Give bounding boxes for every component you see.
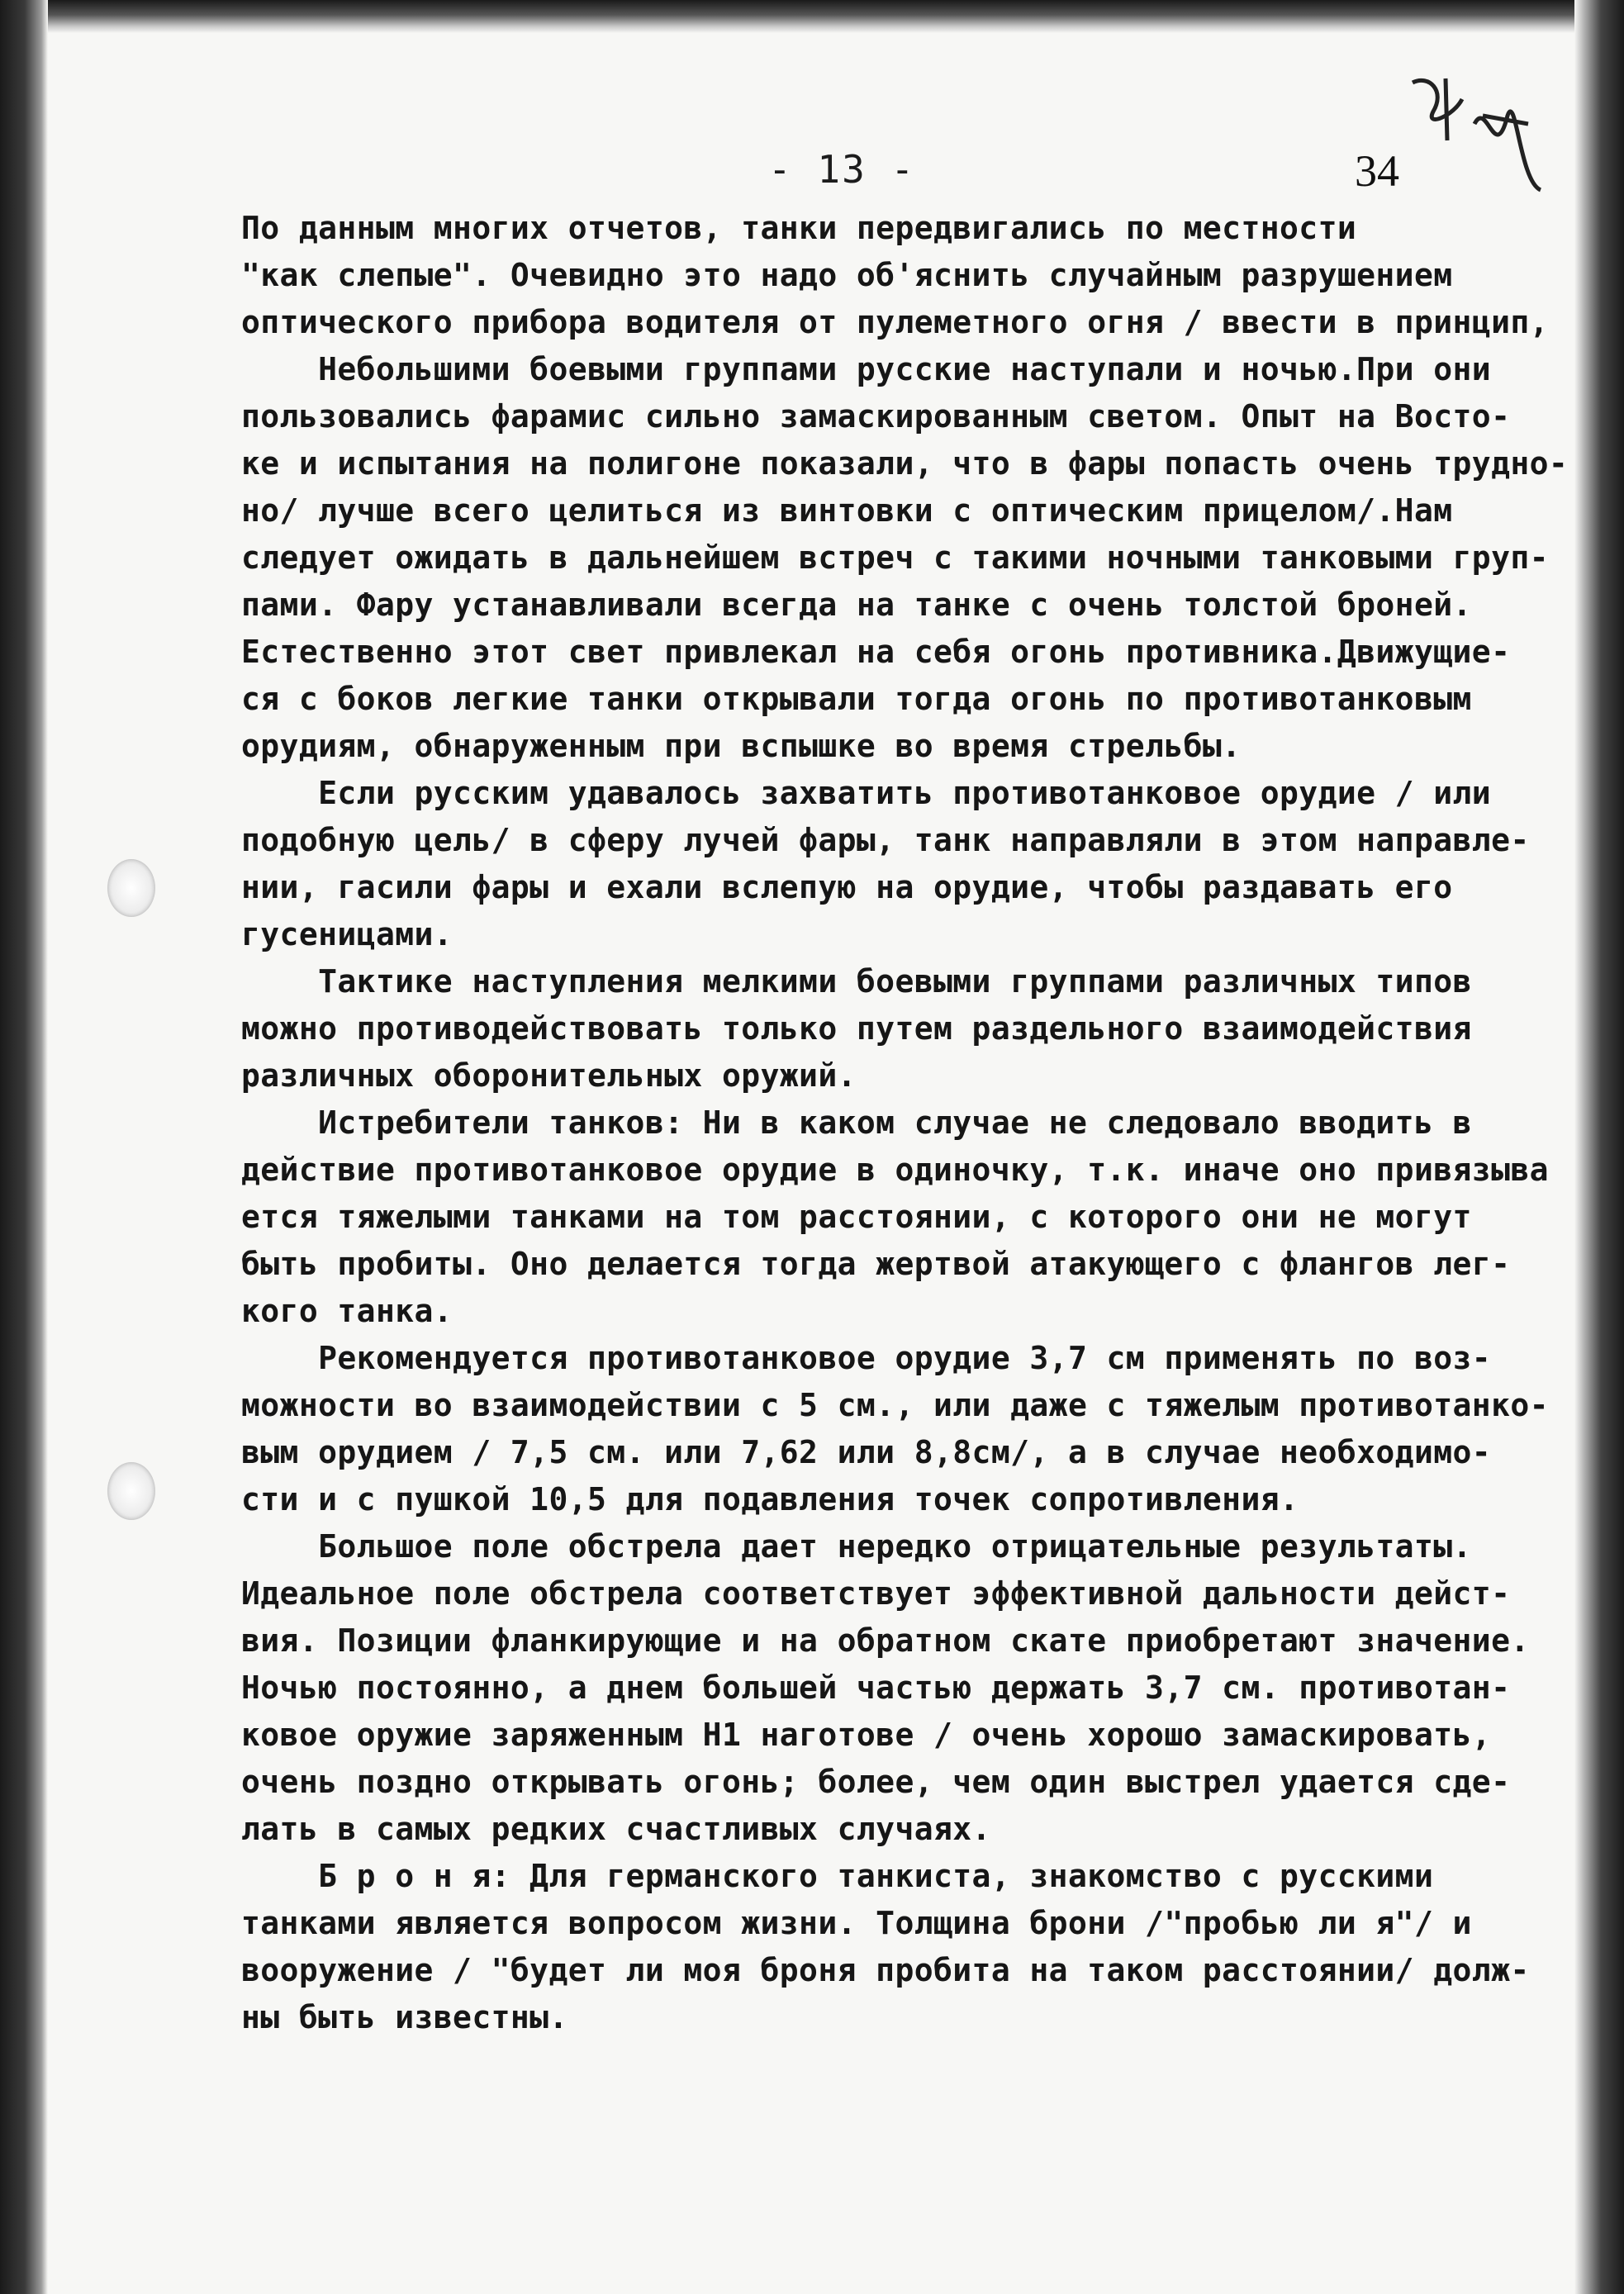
body-line: нии, гасили фары и ехали вслепую на орудие, чтобы раздавать его bbox=[241, 869, 1453, 905]
body-line: Большое поле обстрела дает нередко отрицательные результаты. bbox=[241, 1528, 1472, 1565]
body-line: Б р о н я: Для германского танкиста, знакомство с русскими bbox=[241, 1858, 1434, 1894]
scan-edge-top bbox=[0, 0, 1624, 33]
scan-edge-left bbox=[0, 0, 48, 2294]
body-line: пами. Фару устанавливали всегда на танке с очень толстой броней. bbox=[241, 587, 1472, 623]
document-body bbox=[241, 205, 1569, 2041]
body-line: танками является вопросом жизни. Толщина брони /"пробью ли я"/ и bbox=[241, 1905, 1472, 1941]
body-line: гусеницами. bbox=[241, 916, 453, 952]
body-line: действие противотанковое орудие в одиночку, т.к. иначе оно привязыва bbox=[241, 1152, 1549, 1188]
body-line: кого танка. bbox=[241, 1293, 453, 1329]
body-line: орудиям, обнаруженным при вспышке во время стрельбы. bbox=[241, 728, 1242, 764]
body-line: Рекомендуется противотанковое орудие 3,7 см применять по воз- bbox=[241, 1340, 1492, 1376]
body-line: Ночью постоянно, а днем большей частью держать 3,7 см. противотан- bbox=[241, 1669, 1511, 1706]
body-line: ны быть известны. bbox=[241, 1999, 568, 2035]
body-line: ковое оружие заряженным Н1 наготове / очень хорошо замаскировать, bbox=[241, 1717, 1492, 1753]
body-line: но/ лучше всего целиться из винтовки с оптическим прицелом/.Нам bbox=[241, 492, 1453, 529]
body-line: сти и с пушкой 10,5 для подавления точек сопротивления. bbox=[241, 1481, 1299, 1517]
page-number: - 13 - bbox=[768, 147, 916, 192]
body-line: Идеальное поле обстрела соответствует эффективной дальности дейст- bbox=[241, 1575, 1511, 1612]
body-line: оптического прибора водителя от пулеметного огня / ввести в принцип, bbox=[241, 304, 1549, 340]
archive-number: 34 bbox=[1355, 146, 1399, 196]
handwritten-folio-mark bbox=[1396, 66, 1553, 215]
body-line: По данным многих отчетов, танки передвигались по местности bbox=[241, 210, 1357, 246]
body-line: Истребители танков: Ни в каком случае не следовало вводить в bbox=[241, 1104, 1472, 1141]
body-line: Если русским удавалось захватить противотанковое орудие / или bbox=[241, 775, 1492, 811]
body-line: различных оборонительных оружий. bbox=[241, 1057, 857, 1094]
body-line: ется тяжелыми танками на том расстоянии, с которого они не могут bbox=[241, 1199, 1472, 1235]
body-line: ся с боков легкие танки открывали тогда огонь по противотанковым bbox=[241, 681, 1472, 717]
body-line: Естественно этот свет привлекал на себя огонь противника.Движущие- bbox=[241, 634, 1511, 670]
body-line: подобную цель/ в сферу лучей фары, танк направляли в этом направле- bbox=[241, 822, 1530, 858]
body-line: быть пробиты. Оно делается тогда жертвой атакующего с флангов лег- bbox=[241, 1246, 1511, 1282]
body-line: Тактике наступления мелкими боевыми группами различных типов bbox=[241, 963, 1472, 1000]
body-line: очень поздно открывать огонь; более, чем один выстрел удается сде- bbox=[241, 1764, 1511, 1800]
body-line: следует ожидать в дальнейшем встреч с такими ночными танковыми груп- bbox=[241, 539, 1549, 576]
body-line: Небольшими боевыми группами русские наступали и ночью.При они bbox=[241, 351, 1492, 387]
scan-edge-right bbox=[1574, 0, 1624, 2294]
body-line: можно противодействовать только путем раздельного взаимодействия bbox=[241, 1010, 1472, 1047]
body-line: "как слепые". Очевидно это надо об'яснить случайным разрушением bbox=[241, 257, 1453, 293]
body-line: вооружение / "будет ли моя броня пробита на таком расстоянии/ долж- bbox=[241, 1952, 1530, 1988]
body-line: вия. Позиции фланкирующие и на обратном скате приобретают значение. bbox=[241, 1622, 1530, 1659]
punch-hole-lower bbox=[107, 1462, 155, 1520]
body-line: вым орудием / 7,5 см. или 7,62 или 8,8см/, а в случае необходимо- bbox=[241, 1434, 1492, 1470]
body-line: лать в самых редких счастливых случаях. bbox=[241, 1811, 991, 1847]
body-line: можности во взаимодействии с 5 см., или даже с тяжелым противотанко- bbox=[241, 1387, 1549, 1423]
body-line: пользовались фарамис сильно замаскированным светом. Опыт на Восто- bbox=[241, 398, 1511, 435]
body-line: ке и испытания на полигоне показали, что в фары попасть очень трудно- bbox=[241, 445, 1569, 482]
punch-hole-upper bbox=[107, 859, 155, 917]
